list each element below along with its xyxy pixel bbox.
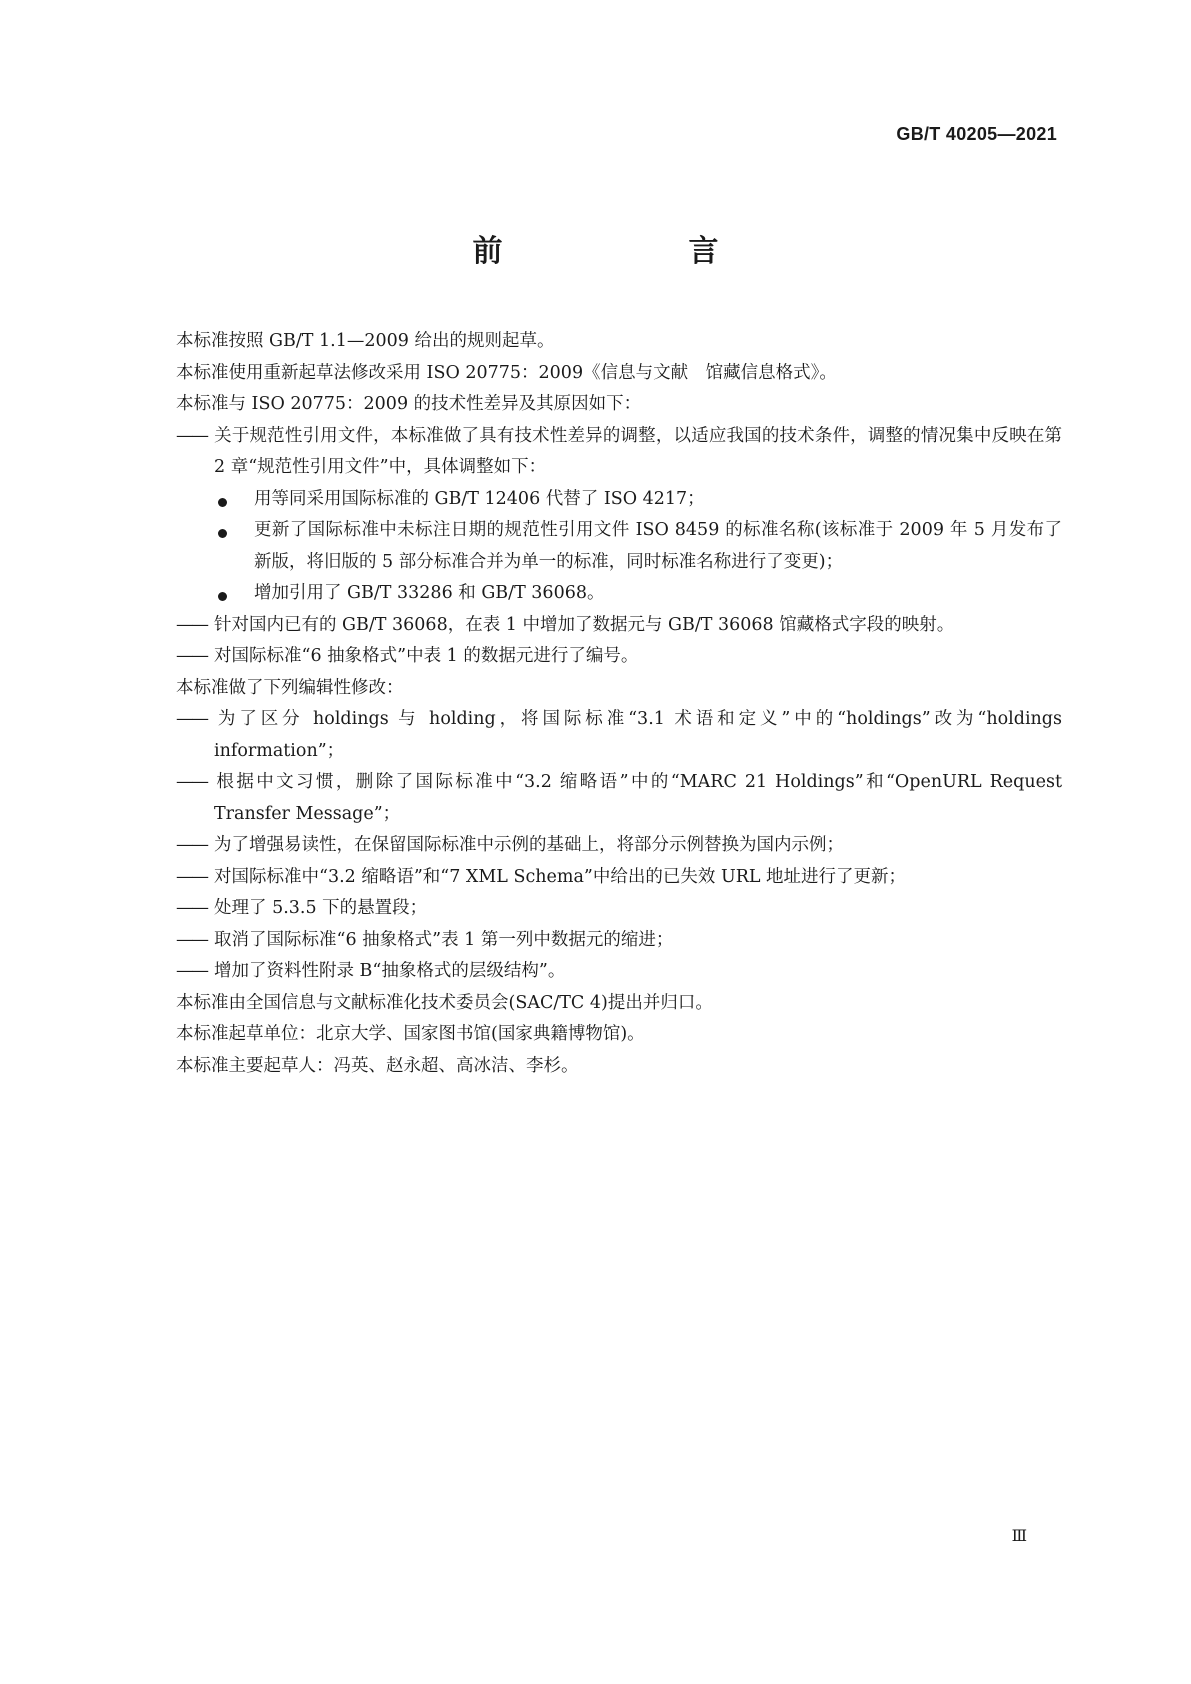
- dash-item-text: 处理了 5.3.5 下的悬置段；: [214, 898, 428, 918]
- bullet-item-iso8459: [176, 515, 1062, 578]
- bullet-item-added-references: [176, 578, 1062, 610]
- foreword-body: [176, 326, 1062, 1082]
- dash-mark: ——: [176, 835, 207, 855]
- bullet-dot-icon: [218, 498, 227, 507]
- paragraph-drafting-units: 本标准起草单位：北京大学、国家图书馆(国家典籍博物馆)。: [176, 1024, 645, 1044]
- dash-item-abbreviations: [176, 767, 1062, 830]
- page-number: Ⅲ: [1011, 1526, 1027, 1545]
- dash-item-normative-references: [176, 421, 1062, 484]
- dash-item-mapping: [176, 610, 1062, 642]
- dash-item-text: 取消了国际标准“6 抽象格式”表 1 第一列中数据元的缩进；: [214, 929, 674, 950]
- page-title: 前 言: [472, 234, 761, 269]
- dash-item-text: 为了区分 holdings 与 holding，将国际标准“3.1 术语和定义”中的“holdings”改为“holdings information”；: [214, 709, 1062, 761]
- paragraph-proposer: 本标准由全国信息与文献标准化技术委员会(SAC/TC 4)提出并归口。: [176, 992, 713, 1013]
- dash-mark: ——: [176, 646, 207, 666]
- paragraph-editorial-changes: 本标准做了下列编辑性修改：: [176, 677, 404, 698]
- dash-item-text: 对国际标准中“3.2 缩略语”和“7 XML Schema”中给出的已失效 URL 地址进行了更新；: [214, 866, 907, 887]
- dash-item-numbering: [176, 641, 1062, 673]
- dash-item-text: 关于规范性引用文件，本标准做了具有技术性差异的调整，以适应我国的技术条件，调整的情况集中反映在第 2 章“规范性引用文件”中，具体调整如下：: [214, 425, 1062, 477]
- dash-item-hanging-paragraph: [176, 893, 1062, 925]
- dash-mark: ——: [176, 709, 207, 729]
- dash-item-text: 根据中文习惯，删除了国际标准中“3.2 缩略语”中的“MARC 21 Holdings”和“OpenURL Request Transfer Message”；: [214, 772, 1062, 824]
- paragraph-drafting-rules: 本标准按照 GB/T 1.1—2009 给出的规则起草。: [176, 331, 555, 351]
- dash-item-annex-b: [176, 956, 1062, 988]
- bullet-item-text: 用等同采用国际标准的 GB/T 12406 代替了 ISO 4217；: [254, 488, 705, 509]
- paragraph-technical-differences: 本标准与 ISO 20775：2009 的技术性差异及其原因如下：: [176, 394, 642, 414]
- paragraph-adoption: 本标准使用重新起草法修改采用 ISO 20775：2009《信息与文献 馆藏信息格式》。: [176, 362, 837, 383]
- bullet-dot-icon: [218, 592, 227, 601]
- bullet-item-gbt12406: [176, 484, 1062, 516]
- bullet-item-text: 更新了国际标准中未标注日期的规范性引用文件 ISO 8459 的标准名称(该标准于 2009 年 5 月发布了新版，将旧版的 5 部分标准合并为单一的标准，同时标准名称进行了变更)；: [254, 520, 1062, 572]
- dash-item-examples: [176, 830, 1062, 862]
- paragraph-drafters: 本标准主要起草人：冯英、赵永超、高冰洁、李杉。: [176, 1055, 579, 1076]
- dash-mark: ——: [176, 772, 207, 792]
- dash-mark: ——: [176, 929, 207, 950]
- bullet-dot-icon: [218, 529, 227, 538]
- dash-item-text: 对国际标准“6 抽象格式”中表 1 的数据元进行了编号。: [214, 646, 639, 666]
- dash-mark: ——: [176, 614, 207, 635]
- dash-item-urls: [176, 862, 1062, 894]
- dash-mark: ——: [176, 425, 207, 446]
- dash-item-text: 增加了资料性附录 B“抽象格式的层级结构”。: [214, 961, 566, 981]
- dash-item-indentation: [176, 925, 1062, 957]
- dash-item-text: 针对国内已有的 GB/T 36068，在表 1 中增加了数据元与 GB/T 36068 馆藏格式字段的映射。: [214, 614, 955, 635]
- dash-item-text: 为了增强易读性，在保留国际标准中示例的基础上，将部分示例替换为国内示例；: [214, 835, 844, 855]
- dash-item-holdings: [176, 704, 1062, 767]
- dash-mark: ——: [176, 961, 207, 981]
- standard-code: GB/T 40205—2021: [896, 124, 1057, 144]
- dash-mark: ——: [176, 898, 207, 918]
- dash-mark: ——: [176, 866, 207, 887]
- bullet-item-text: 增加引用了 GB/T 33286 和 GB/T 36068。: [254, 583, 605, 603]
